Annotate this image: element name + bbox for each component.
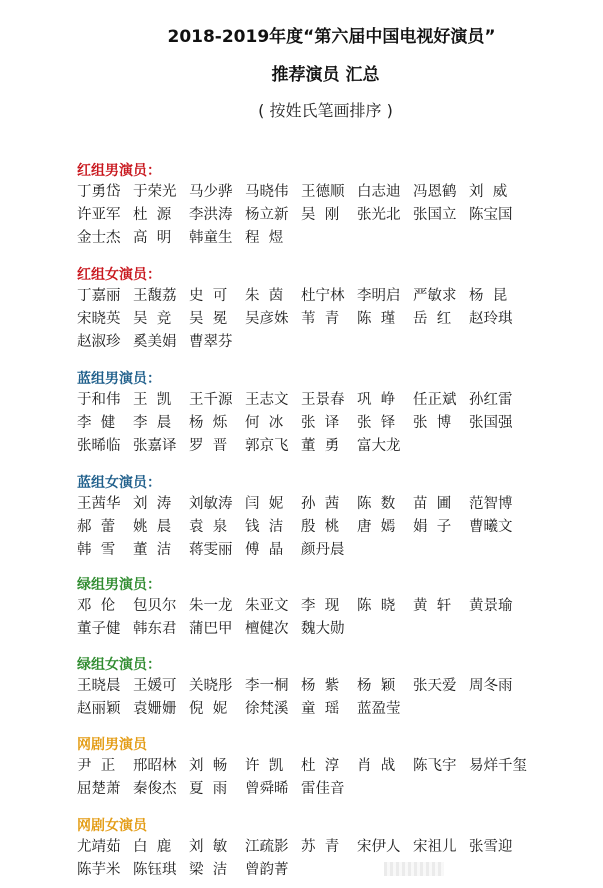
name-row — [77, 181, 525, 204]
actor-name: 张晞临 — [77, 438, 121, 454]
actor-group — [77, 473, 525, 562]
actor-name: 任正斌 — [413, 392, 457, 408]
actor-name: 王德顺 — [301, 184, 345, 200]
actor-name: 王千源 — [189, 392, 233, 408]
actor-name: 张 译 — [301, 415, 340, 431]
group-heading: 网剧女演员 — [77, 818, 147, 834]
actor-name: 宋祖儿 — [413, 839, 457, 855]
actor-name: 钱 洁 — [245, 519, 284, 535]
document-title: 2018-2019年度“第六届中国电视好演员” — [167, 27, 496, 47]
group-heading: 红组女演员： — [77, 267, 161, 283]
actor-name: 娟 子 — [413, 519, 452, 535]
actor-name: 何 冰 — [245, 415, 284, 431]
name-row — [77, 516, 525, 539]
actor-name: 包贝尔 — [133, 598, 177, 614]
actor-name: 陈宝国 — [469, 207, 513, 223]
actor-name: 邓 伦 — [77, 598, 116, 614]
actor-name: 张光北 — [357, 207, 401, 223]
actor-group — [77, 369, 525, 458]
actor-name: 殷 桃 — [301, 519, 340, 535]
actor-name: 黄景瑜 — [469, 598, 513, 614]
actor-name: 罗 晋 — [189, 438, 228, 454]
actor-name: 吴 冕 — [189, 311, 228, 327]
actor-name: 岳 红 — [413, 311, 452, 327]
actor-name: 闫 妮 — [245, 496, 284, 512]
actor-name: 唐 嫣 — [357, 519, 396, 535]
actor-name: 关晓彤 — [189, 678, 233, 694]
actor-name: 丁勇岱 — [77, 184, 121, 200]
actor-name: 檀健次 — [245, 621, 289, 637]
actor-name: 袁姗姗 — [133, 701, 177, 717]
actor-name: 尹 正 — [77, 758, 116, 774]
actor-name: 于荣光 — [133, 184, 177, 200]
actor-name: 刘 涛 — [133, 496, 172, 512]
actor-name: 朱一龙 — [189, 598, 233, 614]
actor-name: 王媛可 — [133, 678, 177, 694]
group-heading: 绿组男演员： — [77, 577, 161, 593]
actor-name: 吴彦姝 — [245, 311, 289, 327]
actor-name: 肖 战 — [357, 758, 396, 774]
actor-name: 陈芋米 — [77, 862, 121, 878]
actor-name: 董 洁 — [133, 542, 172, 558]
actor-name: 马晓伟 — [245, 184, 289, 200]
group-heading: 红组男演员： — [77, 163, 161, 179]
name-row — [77, 493, 525, 516]
actor-name: 曹曦文 — [469, 519, 513, 535]
name-row — [77, 755, 525, 778]
actor-group — [77, 161, 525, 250]
actor-name: 张国立 — [413, 207, 457, 223]
actor-name: 周冬雨 — [469, 678, 513, 694]
actor-name: 苏 青 — [301, 839, 340, 855]
document-subtitle: 推荐演员 汇总 — [271, 65, 380, 85]
actor-name: 董 勇 — [301, 438, 340, 454]
name-row — [77, 285, 525, 308]
actor-group — [77, 655, 525, 721]
actor-name: 张天爱 — [413, 678, 457, 694]
actor-name: 曾韵菁 — [245, 862, 289, 878]
actor-name: 杨 烁 — [189, 415, 228, 431]
actor-name: 童 瑶 — [301, 701, 340, 717]
actor-name: 富大龙 — [357, 438, 401, 454]
actor-name: 张 铎 — [357, 415, 396, 431]
actor-name: 朱亚文 — [245, 598, 289, 614]
name-row — [77, 836, 525, 859]
actor-name: 苗 圃 — [413, 496, 452, 512]
actor-group — [77, 735, 525, 801]
actor-name: 尤靖茹 — [77, 839, 121, 855]
name-row — [77, 227, 525, 250]
actor-name: 姚 晨 — [133, 519, 172, 535]
actor-name: 张雪迎 — [469, 839, 513, 855]
actor-name: 蒲巴甲 — [189, 621, 233, 637]
actor-name: 巩 峥 — [357, 392, 396, 408]
name-row — [77, 539, 525, 562]
actor-name: 孙 茜 — [301, 496, 340, 512]
actor-name: 程 煜 — [245, 230, 284, 246]
actor-name: 傅 晶 — [245, 542, 284, 558]
actor-name: 曾舜晞 — [245, 781, 289, 797]
actor-name: 王馥荔 — [133, 288, 177, 304]
actor-name: 张国强 — [469, 415, 513, 431]
actor-name: 陈 瑾 — [357, 311, 396, 327]
actor-group — [77, 816, 525, 882]
actor-name: 江疏影 — [245, 839, 289, 855]
actor-name: 屈楚萧 — [77, 781, 121, 797]
actor-name: 袁 泉 — [189, 519, 228, 535]
name-row — [77, 412, 525, 435]
actor-name: 王景春 — [301, 392, 345, 408]
group-heading: 网剧男演员 — [77, 737, 147, 753]
actor-name: 宋伊人 — [357, 839, 401, 855]
actor-name: 金士杰 — [77, 230, 121, 246]
actor-name: 曹翠芬 — [189, 334, 233, 350]
actor-name: 梁 洁 — [189, 862, 228, 878]
actor-name: 韩东君 — [133, 621, 177, 637]
actor-name: 王志文 — [245, 392, 289, 408]
actor-name: 赵淑珍 — [77, 334, 121, 350]
name-row — [77, 435, 525, 458]
name-row — [77, 859, 525, 882]
actor-name: 丁嘉丽 — [77, 288, 121, 304]
actor-name: 陈 数 — [357, 496, 396, 512]
actor-name: 杨 紫 — [301, 678, 340, 694]
actor-name: 魏大勋 — [301, 621, 345, 637]
group-heading: 蓝组女演员： — [77, 475, 161, 491]
actor-name: 雷佳音 — [301, 781, 345, 797]
name-row — [77, 675, 525, 698]
actor-name: 苇 青 — [301, 311, 340, 327]
actor-name: 夏 雨 — [189, 781, 228, 797]
actor-group — [77, 575, 525, 641]
actor-name: 韩 雪 — [77, 542, 116, 558]
actor-name: 李 现 — [301, 598, 340, 614]
actor-name: 吴 竞 — [133, 311, 172, 327]
actor-name: 李明启 — [357, 288, 401, 304]
actor-name: 徐梵溪 — [245, 701, 289, 717]
actor-name: 杜 淳 — [301, 758, 340, 774]
actor-name: 严敏求 — [413, 288, 457, 304]
name-row — [77, 595, 525, 618]
actor-name: 陈钰琪 — [133, 862, 177, 878]
name-row — [77, 308, 525, 331]
actor-name: 赵丽颖 — [77, 701, 121, 717]
actor-name: 史 可 — [189, 288, 228, 304]
actor-name: 王晓晨 — [77, 678, 121, 694]
actor-name: 许亚军 — [77, 207, 121, 223]
actor-group — [77, 265, 525, 354]
name-row — [77, 389, 525, 412]
group-heading: 绿组女演员： — [77, 657, 161, 673]
name-row — [77, 204, 525, 227]
actor-name: 邢昭林 — [133, 758, 177, 774]
actor-name: 王茜华 — [77, 496, 121, 512]
actor-name: 范智博 — [469, 496, 513, 512]
actor-name: 刘 威 — [469, 184, 508, 200]
actor-name: 白 鹿 — [133, 839, 172, 855]
actor-name: 马少骅 — [189, 184, 233, 200]
actor-name: 陈飞宇 — [413, 758, 457, 774]
actor-name: 秦俊杰 — [133, 781, 177, 797]
actor-name: 赵玲琪 — [469, 311, 513, 327]
actor-name: 王 凯 — [133, 392, 172, 408]
actor-name: 郭京飞 — [245, 438, 289, 454]
actor-name: 高 明 — [133, 230, 172, 246]
actor-name: 刘 敏 — [189, 839, 228, 855]
actor-name: 蓝盈莹 — [357, 701, 401, 717]
actor-name: 陈 晓 — [357, 598, 396, 614]
actor-name: 朱 茵 — [245, 288, 284, 304]
actor-name: 于和伟 — [77, 392, 121, 408]
actor-name: 倪 妮 — [189, 701, 228, 717]
actor-name: 杨 昆 — [469, 288, 508, 304]
actor-name: 冯恩鹤 — [413, 184, 457, 200]
actor-name: 宋晓英 — [77, 311, 121, 327]
group-heading: 蓝组男演员： — [77, 371, 161, 387]
actor-name: 李 晨 — [133, 415, 172, 431]
name-row — [77, 331, 525, 354]
actor-name: 杨 颖 — [357, 678, 396, 694]
actor-name: 许 凯 — [245, 758, 284, 774]
watermark — [384, 862, 444, 876]
actor-name: 韩童生 — [189, 230, 233, 246]
actor-name: 张嘉译 — [133, 438, 177, 454]
actor-name: 吴 刚 — [301, 207, 340, 223]
actor-name: 李一桐 — [245, 678, 289, 694]
actor-name: 李洪涛 — [189, 207, 233, 223]
actor-name: 李 健 — [77, 415, 116, 431]
actor-name: 张 博 — [413, 415, 452, 431]
actor-name: 杨立新 — [245, 207, 289, 223]
name-row — [77, 698, 525, 721]
actor-name: 刘敏涛 — [189, 496, 233, 512]
name-row — [77, 618, 525, 641]
actor-name: 郝 蕾 — [77, 519, 116, 535]
actor-name: 刘 畅 — [189, 758, 228, 774]
actor-name: 颜丹晨 — [301, 542, 345, 558]
sort-note: ( 按姓氏笔画排序 ) — [258, 101, 393, 120]
actor-name: 董子健 — [77, 621, 121, 637]
actor-name: 白志迪 — [357, 184, 401, 200]
actor-name: 孙红雷 — [469, 392, 513, 408]
actor-name: 易烊千玺 — [469, 758, 527, 774]
name-row — [77, 778, 525, 801]
actor-name: 黄 轩 — [413, 598, 452, 614]
actor-name: 杜宁林 — [301, 288, 345, 304]
actor-name: 蒋雯丽 — [189, 542, 233, 558]
actor-name: 奚美娟 — [133, 334, 177, 350]
actor-name: 杜 源 — [133, 207, 172, 223]
